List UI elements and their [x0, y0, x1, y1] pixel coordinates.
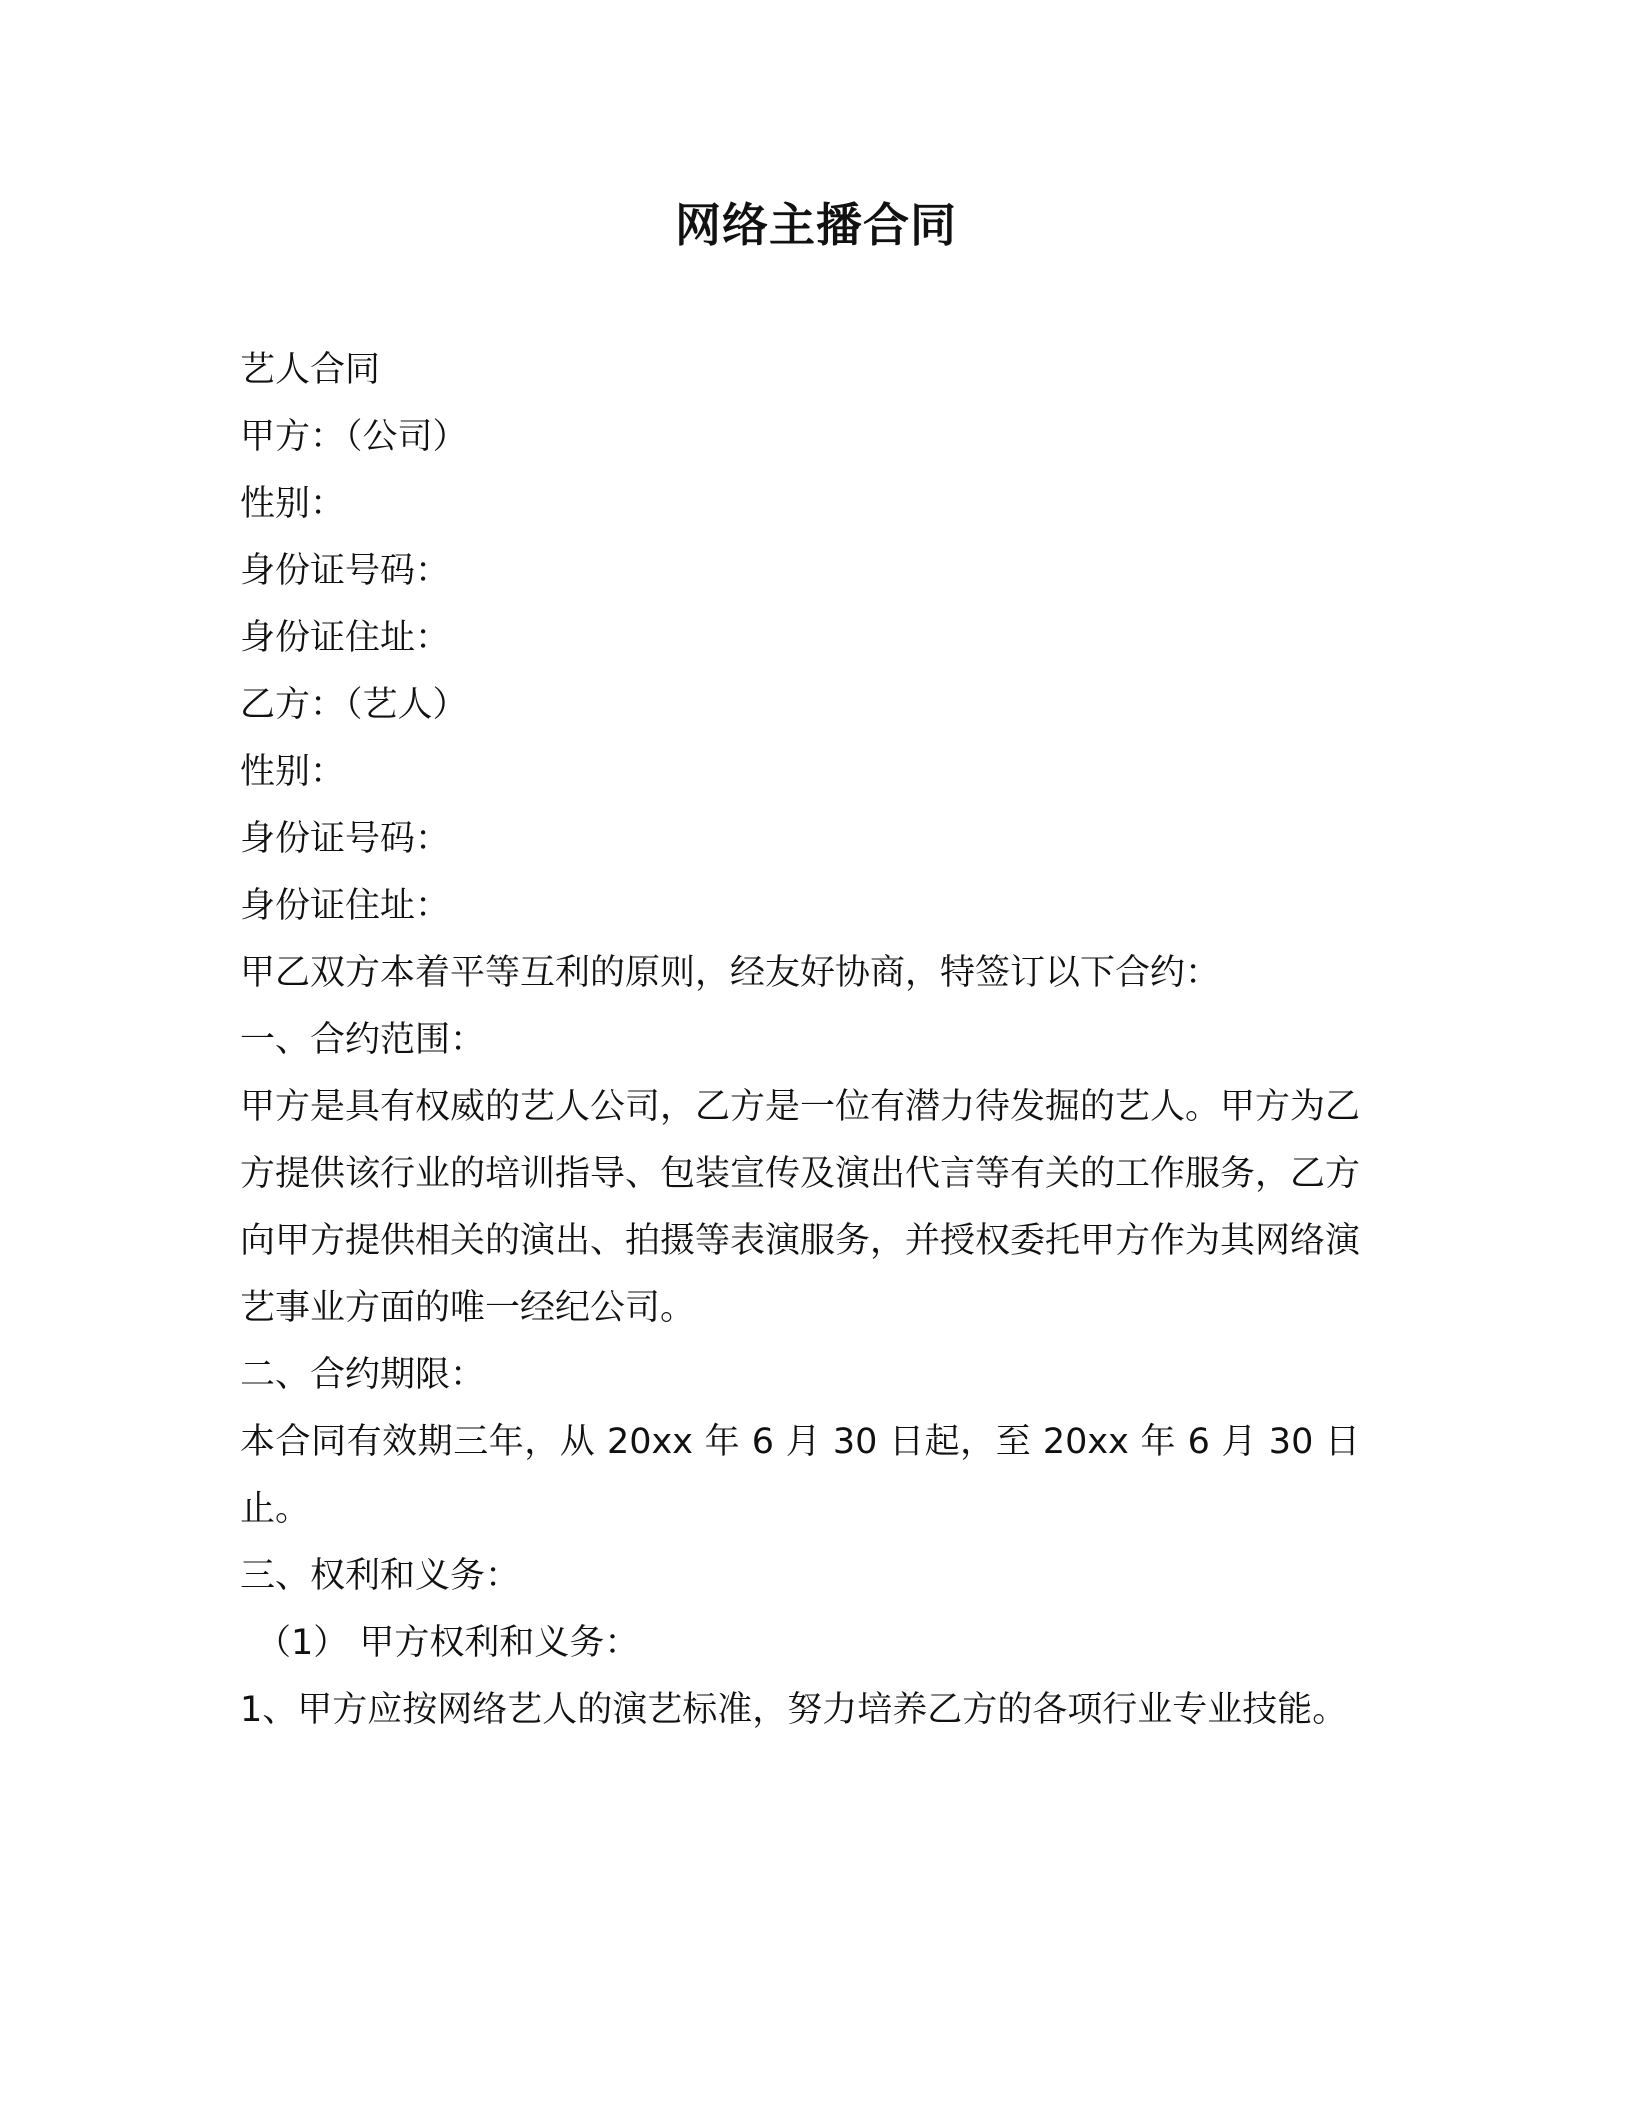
document-body	[240, 337, 1360, 1744]
section-3-heading: 三、权利和义务：	[240, 1556, 521, 1596]
party-b-id-number-line: 身份证号码：	[240, 819, 451, 859]
party-a-gender-line: 性别：	[240, 484, 346, 524]
document-title: 网络主播合同	[675, 198, 957, 252]
party-a-id-address-line: 身份证住址：	[240, 618, 451, 658]
intro-line: 甲乙双方本着平等互利的原则，经友好协商，特签订以下合约：	[240, 953, 1221, 993]
section-3-item-1: 1、甲方应按网络艺人的演艺标准，努力培养乙方的各项行业专业技能。	[240, 1690, 1348, 1730]
party-a-line: 甲方：（公司）	[240, 417, 468, 457]
party-b-line: 乙方：（艺人）	[240, 685, 468, 725]
party-b-id-address-line: 身份证住址：	[240, 886, 451, 926]
party-a-id-number-line: 身份证号码：	[240, 551, 451, 591]
contract-type-line: 艺人合同	[240, 350, 381, 390]
section-2-heading: 二、合约期限：	[240, 1355, 486, 1395]
section-1-heading: 一、合约范围：	[240, 1020, 486, 1060]
section-1-text: 甲方是具有权威的艺人公司，乙方是一位有潜力待发掘的艺人。甲方为乙方提供该行业的培训指导、包装宣传及演出代言等有关的工作服务，乙方向甲方提供相关的演出、拍摄等表演服务，并授权委托甲方作为其网络演艺事业方面的唯一经纪公司。	[240, 1087, 1361, 1328]
party-b-gender-line: 性别：	[240, 752, 346, 792]
section-3-subheading: （1） 甲方权利和义务：	[256, 1623, 640, 1663]
section-2-text: 本合同有效期三年，从 20xx 年 6 月 30 日起，至 20xx 年 6 月 30 日止。	[240, 1422, 1360, 1529]
